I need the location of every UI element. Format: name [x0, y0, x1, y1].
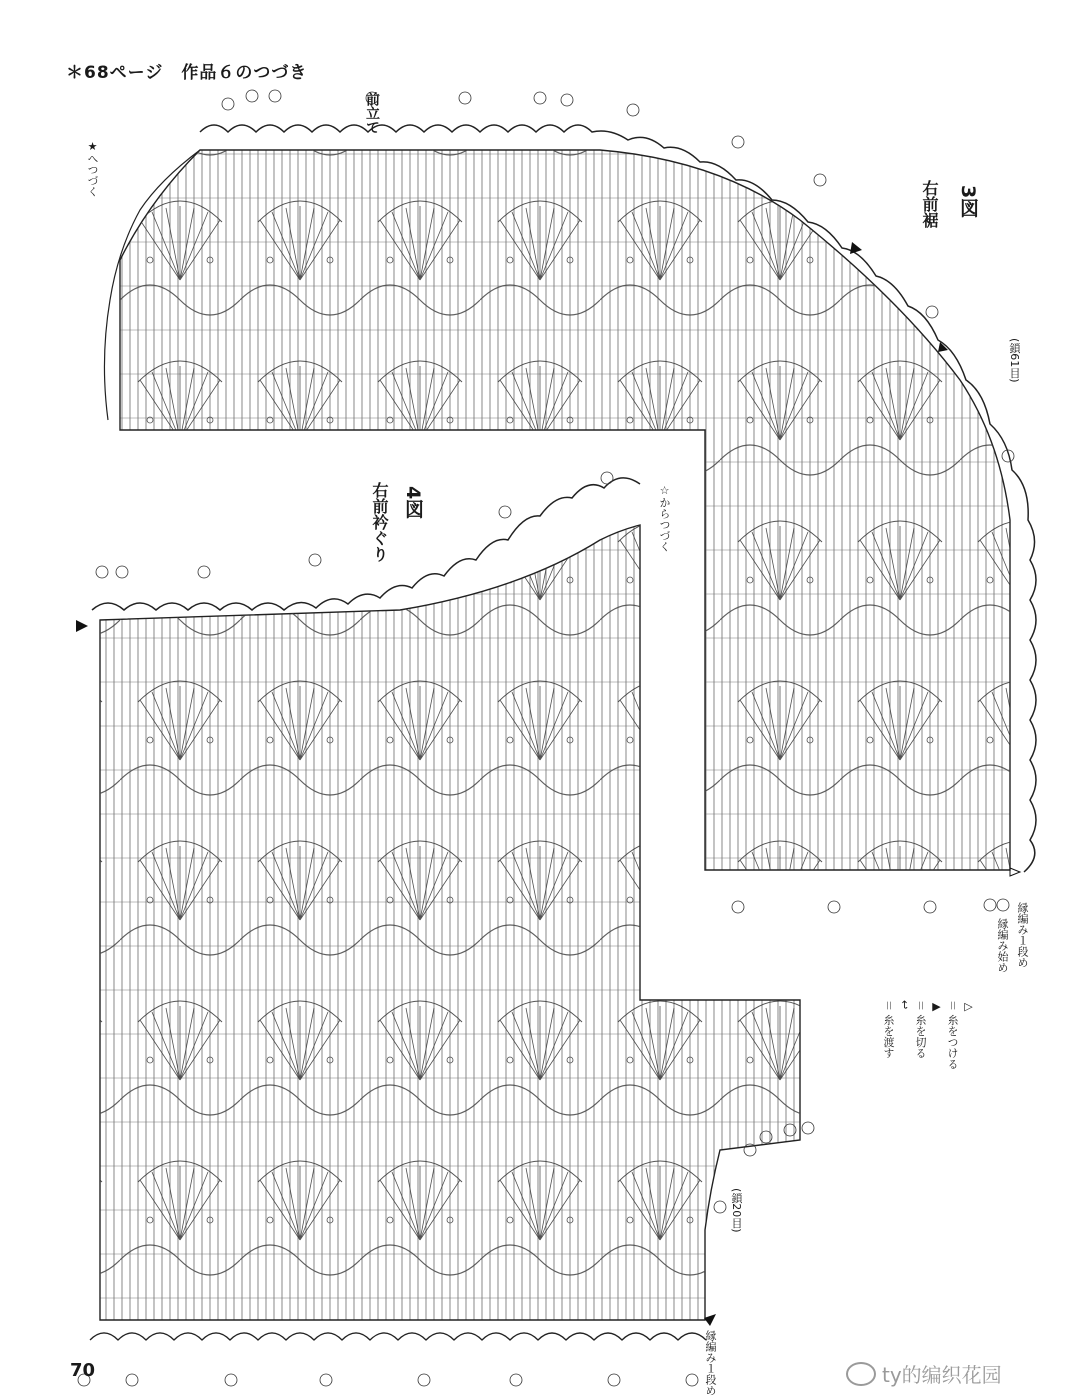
cut-yarn-marker	[704, 1314, 716, 1326]
figure4-title: 右前衿ぐり	[370, 482, 389, 562]
label-hetsuzuku: ★へつづく	[86, 140, 99, 197]
legend-symbol: ▷	[962, 1000, 975, 1013]
label-edge-row1-fig4: 縁編み１段め	[704, 1330, 717, 1396]
legend	[880, 1000, 976, 1070]
watermark	[846, 1359, 1002, 1388]
figure4-number: 4図	[402, 486, 424, 519]
watermark-text: ty的编织花园	[882, 1363, 1002, 1387]
label-edge-row1: 縁編み１段め	[1016, 902, 1029, 968]
attach-yarn-marker	[1010, 868, 1020, 876]
wechat-icon	[846, 1362, 876, 1386]
legend-text: ＝ 糸をつける	[946, 1000, 959, 1070]
legend-symbol: ▶	[930, 1000, 943, 1013]
page-header: ＊68ページ 作品６のつづき	[66, 63, 308, 83]
legend-text: ＝ 糸を切る	[914, 1000, 927, 1059]
figure4-chart	[90, 478, 800, 1340]
legend-item	[912, 1000, 944, 1070]
legend-item	[944, 1000, 976, 1070]
cut-yarn-marker	[850, 242, 862, 254]
label-chain20: (鎖20目)	[730, 1188, 743, 1233]
legend-item	[880, 1000, 912, 1070]
label-edge-start: 縁編み始め	[996, 918, 1009, 973]
label-karatsuzuku: ☆からつづく	[658, 484, 671, 552]
legend-symbol: ↩	[898, 1000, 911, 1010]
legend-text: ＝ 糸を渡す	[882, 1000, 895, 1059]
figure3-title: 右前裾	[920, 180, 939, 228]
label-maetate: 前立て	[364, 92, 380, 134]
cut-yarn-marker	[76, 620, 88, 632]
figure3-number: 3図	[957, 185, 979, 218]
label-chain61: (鎖61目)	[1008, 338, 1021, 383]
page-number: 70	[70, 1360, 96, 1381]
